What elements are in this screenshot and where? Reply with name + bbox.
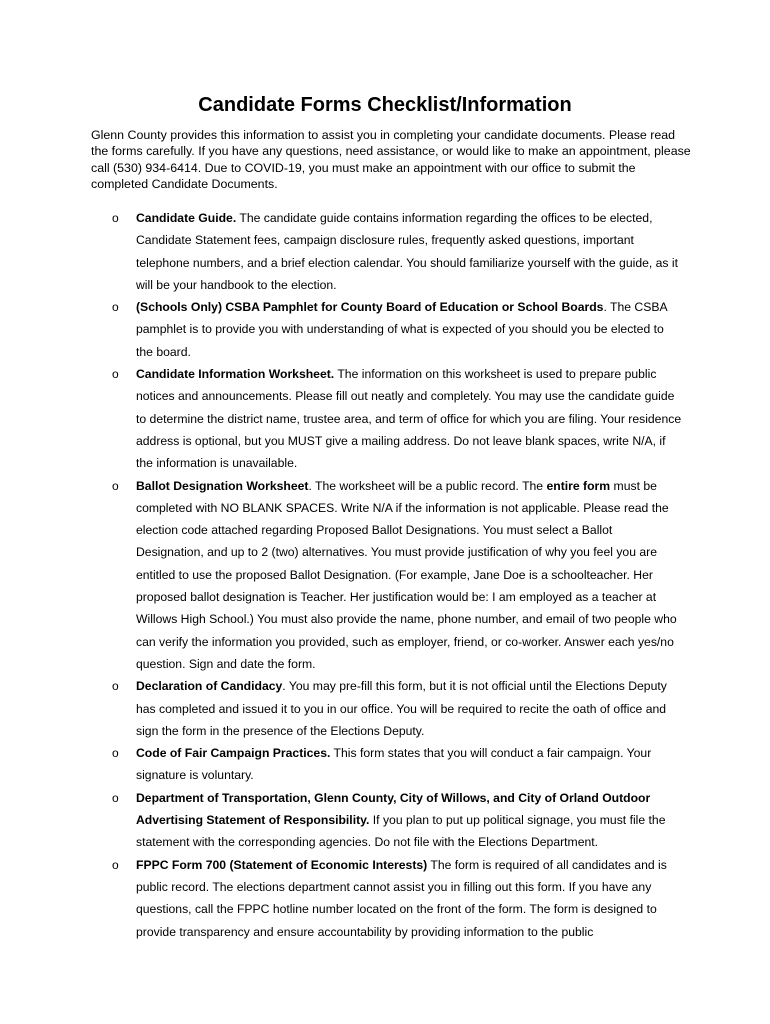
item-heading: FPPC Form 700 (Statement of Economic Interests) (136, 857, 428, 872)
list-item (0, 675, 770, 742)
item-emphasis: entire form (546, 478, 611, 493)
item-body: This form states that you will conduct a fair campaign. Your signature is voluntary. (136, 746, 652, 783)
item-body: If you plan to put up political signage, you must file the statement with the corresponding agencies. Do not file with the Elections Department. (136, 813, 666, 850)
intro-paragraph: Glenn County provides this information to assist you in completing your candidate documents. Please read the forms carefully. If you have any questions, need assistance, or would like to make an appointment, please call (530) 934-6414. Due to COVID-19, you must make an appointment with our office to submit the completed Candidate Documents. (91, 128, 691, 192)
item-heading: Code of Fair Campaign Practices. (136, 746, 331, 761)
list-item (0, 207, 770, 296)
list-item (0, 475, 770, 676)
list-item (0, 742, 770, 787)
list-item-text (136, 363, 682, 474)
list-item (0, 363, 770, 474)
item-body: . The worksheet will be a public record. The (308, 478, 547, 493)
list-item (0, 787, 770, 854)
list-item (0, 296, 770, 363)
item-body: The form is required of all candidates and is public record. The elections department cannot assist you in filling out this form. If you have any questions, call the FPPC hotline number located on the front of the form. The form is designed to provide transparency and ensure accountability by providing information to the public (136, 857, 667, 939)
item-body: The information on this worksheet is used to prepare public notices and announcements. Please fill out neatly and completely. You may use the candidate guide to determine the district name, trustee area, and term of office for which you are filing. Your residence address is optional, but you MUST give a mailing address. Do not leave blank spaces, write N/A, if the information is unavailable. (136, 367, 682, 471)
checklist (0, 207, 770, 943)
list-item-text (136, 742, 682, 787)
bullet-icon: o (112, 478, 119, 493)
item-heading: Candidate Guide. (136, 211, 237, 225)
bullet-icon: o (112, 300, 119, 315)
page-title: Candidate Forms Checklist/Information (198, 94, 572, 116)
bullet-icon: o (112, 679, 119, 694)
list-item (0, 854, 770, 943)
item-body: The candidate guide contains information regarding the offices to be elected, Candidate Statement fees, campaign disclosure rules, frequently asked questions, important telephone numbers, and a brief election calendar. You should familiarize yourself with the guide, as it will be your handbook to the election. (136, 211, 679, 292)
bullet-icon: o (112, 746, 119, 761)
item-body-continued: must be completed with NO BLANK SPACES. Write N/A if the information is not applicable. Please read the election code attached regarding Proposed Ballot Designations. You must select a Ballot Designation, and up to 2 (two) alternatives. You must provide justification of why you feel you are entitled to use the proposed Ballot Designation. (For example, Jane Doe is a schoolteacher. Her proposed ballot designation is Teacher. Her justification would be: I am employed as a teacher at Willows High School.) You must also provide the name, phone number, and email of two people who can verify the information you provided, such as employer, friend, or co-worker. Answer each yes/no question. Sign and date the form. (136, 478, 677, 671)
item-heading: Department of Transportation, Glenn County, City of Willows, and City of Orland Outdoor Advertising Statement of Responsibility. (136, 790, 651, 828)
bullet-icon: o (112, 211, 119, 225)
item-body: . You may pre-fill this form, but it is not official until the Elections Deputy has completed and issued it to you in our office. You will be required to recite the oath of office and sign the form in the presence of the Elections Deputy. (136, 679, 667, 738)
list-item-text (136, 854, 682, 943)
list-item-text (136, 787, 682, 854)
item-heading: Ballot Designation Worksheet (136, 478, 309, 493)
bullet-icon: o (112, 857, 119, 872)
list-item-text (136, 296, 682, 363)
list-item-text (136, 475, 682, 676)
bullet-icon: o (112, 790, 119, 805)
item-body: . The CSBA pamphlet is to provide you with understanding of what is expected of you should you be elected to the board. (136, 300, 667, 359)
item-heading: Candidate Information Worksheet. (136, 367, 335, 382)
item-heading: Declaration of Candidacy (136, 679, 283, 694)
item-heading: (Schools Only) CSBA Pamphlet for County Board of Education or School Boards (136, 300, 604, 315)
list-item-text (136, 675, 682, 742)
bullet-icon: o (112, 367, 119, 382)
list-item-text (136, 207, 682, 296)
